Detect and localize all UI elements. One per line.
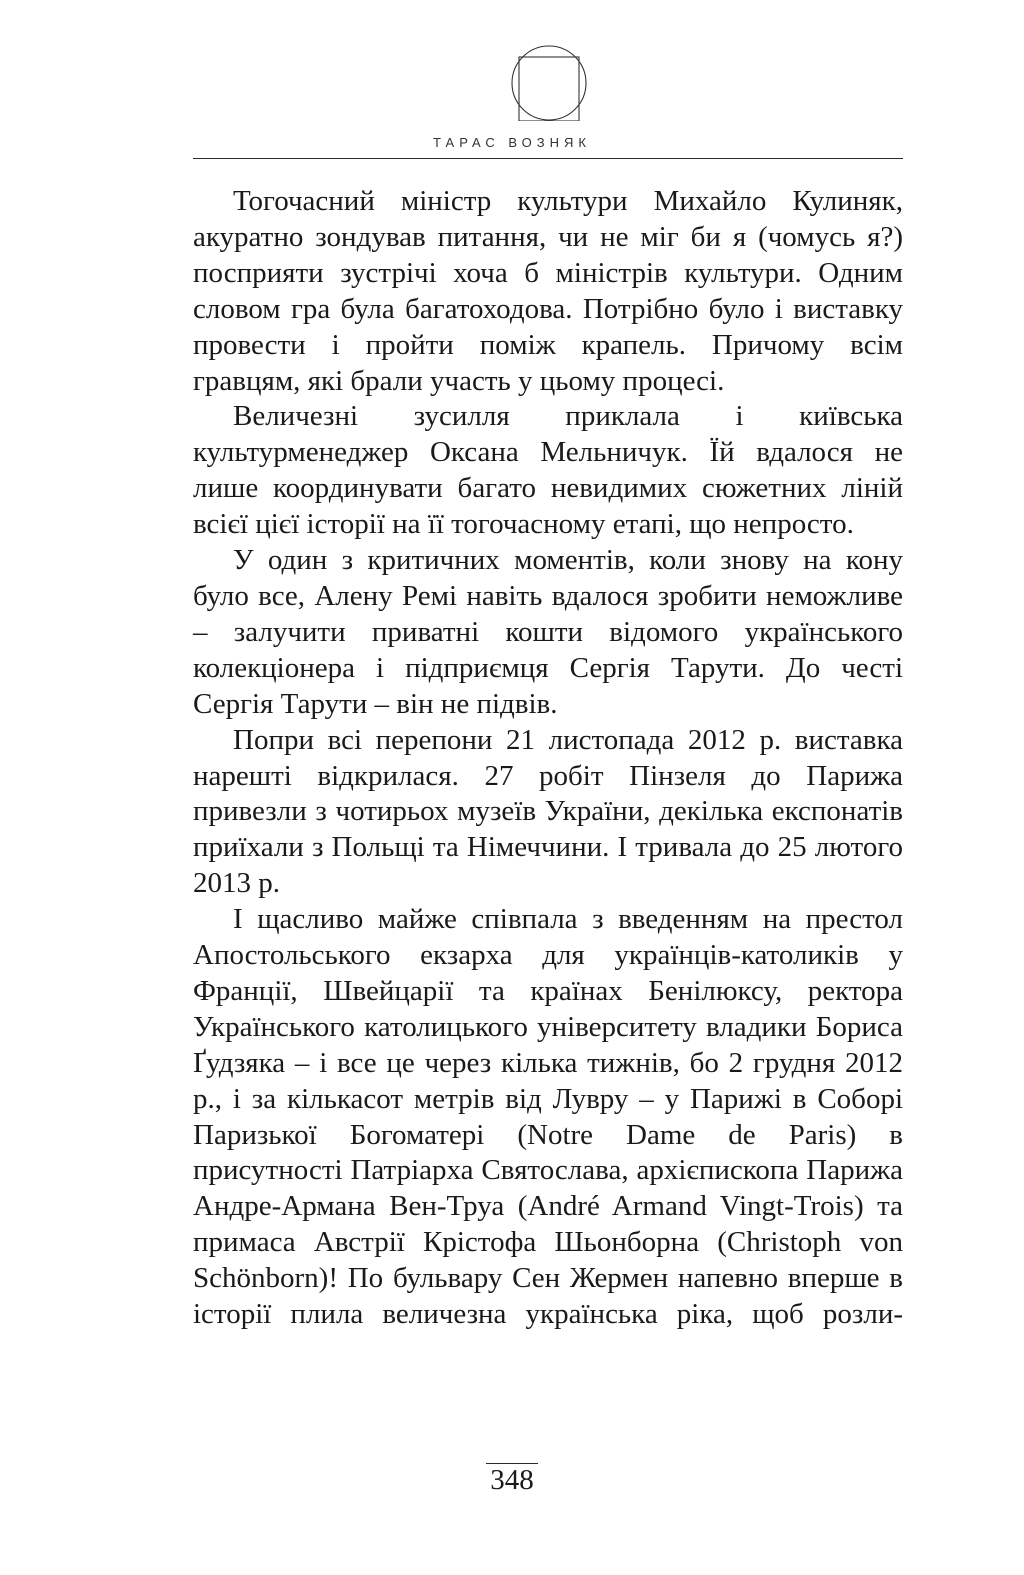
running-head: ТАРАС ВОЗНЯК [433, 135, 591, 150]
paragraph: Тогочасний міністр культури Михайло Кулиняк, акуратно зондував питання, чи не міг би я (чомусь я?) посприяти зустрічі хоча б міністрів культури. Одним словом гра була багатоходова. Потрібно було і виставку провести і пройти поміж крапель. Причому всім гравцям, які брали участь у цьому процесі. [193, 185, 903, 397]
paragraph: Величезні зусилля приклала і київська культурменеджер Оксана Мельничук. Їй вдалося не лише координувати багато невидимих сюжетних ліній всієї цієї історії на її тогочасному етапі, що непросто. [193, 400, 903, 541]
page-number [0, 1463, 1024, 1497]
paragraph: Попри всі перепони 21 листопада 2012 р. виставка нарешті відкрилася. 27 робіт Пінзеля до Парижа привезли з чотирьох музеїв України, декілька експонатів приїхали з Польщі та Німеччини. І тривала до 25 лютого 2013 р. [193, 723, 903, 900]
page-number-value: 348 [486, 1463, 538, 1496]
body-text [193, 184, 903, 1333]
circle-square-emblem-icon [511, 45, 587, 121]
paragraph: У один з критичних моментів, коли знову на кону було все, Алену Ремі навіть вдалося зробити неможливе – залучити приватні кошти відомого українського колекціонера і підприємця Сергія Тарути. До честі Сергія Тарути – він не підвів. [193, 544, 903, 720]
paragraph: І щасливо майже співпала з введенням на престол Апостольського екзарха для українців-католиків у Франції, Швейцарії та країнах Бенілюксу, ректора Українського католицького університету владики Бориса Ґудзяка – і все це через кілька тижнів, бо 2 грудня 2012 р., і за кількасот метрів від Лувру – у Парижі в Соборі Паризької Богоматері (Notre Dame de Paris) в присутності Патріарха Святослава, архієпископа Парижа Андре-Армана Вен-Труа (André Armand Vingt-Trois) та примаса Австрії Крістофа Шьонборна (Christoph von Schönborn)! По бульвару Сен Жермен напевно вперше в історії плила величезна українська ріка, щоб розли- [193, 903, 903, 1331]
header-rule [193, 158, 903, 159]
